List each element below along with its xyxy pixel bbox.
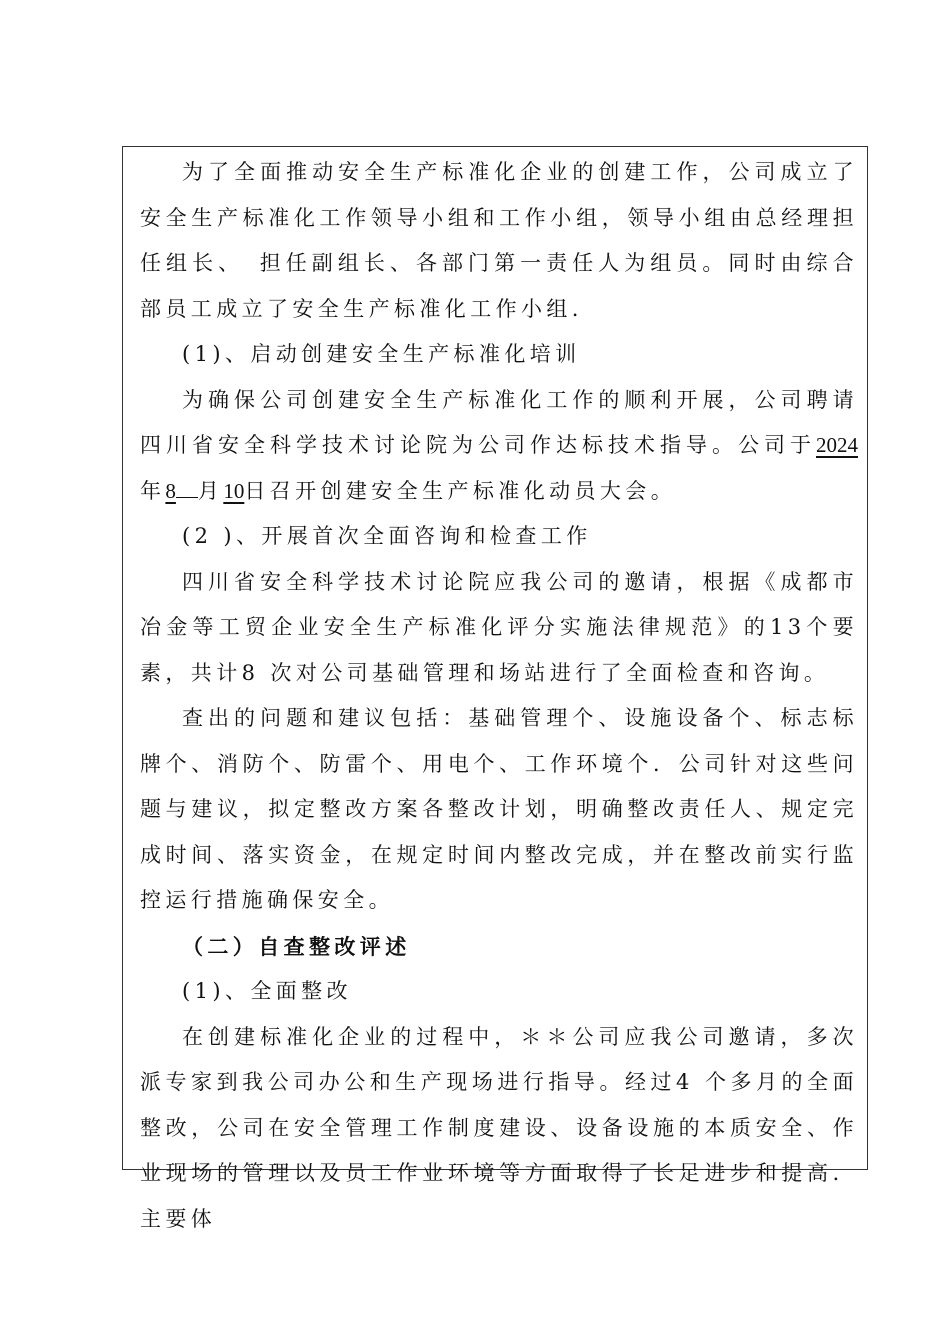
meeting-month: 8 xyxy=(165,478,176,503)
training-text: 为确保公司创建安全生产标准化工作的顺利开展，公司聘请四川省安全科学技术讨论院为公司作达标技术指导。公司于 xyxy=(140,387,858,457)
underline-blank xyxy=(176,479,198,498)
meeting-day: 10 xyxy=(223,478,245,503)
subheading-training: (1)、启动创建安全生产标准化培训 xyxy=(182,342,581,366)
meeting-tail: 日召开创建安全生产标准化动员大会。 xyxy=(244,478,677,503)
paragraph-rectification: 在创建标准化企业的过程中，＊＊公司应我公司邀请，多次派专家到我公司办公和生产现场进行指导。经过4 个多月的全面整改，公司在安全管理工作制度建设、设备设施的本质安全、作业现场的管理以及员工作业环境等方面取得了长足进步和提高．主要体 xyxy=(140,1024,858,1231)
paragraph-intro: 为了全面推动安全生产标准化企业的创建工作，公司成立了安全生产标准化工作领导小组和工作小组，领导小组由总经理担任组长、 担任副组长、各部门第一责任人为组员。同时由综合部员工成立了安全生产标准化工作小组. xyxy=(140,160,858,321)
meeting-year-suffix: 年 xyxy=(140,478,166,503)
subheading-consulting: (2 )、开展首次全面咨询和检查工作 xyxy=(182,524,592,548)
paragraph-training xyxy=(140,378,858,515)
section-heading-self-check: （二）自查整改评述 xyxy=(182,933,411,959)
meeting-year: 2024 xyxy=(816,433,858,457)
subheading-rectification: (1)、全面整改 xyxy=(182,979,352,1003)
paragraph-findings: 查出的问题和建议包括：基础管理个、设施设备个、标志标牌个、消防个、防雷个、用电个、工作环境个．公司针对这些问题与建议，拟定整改方案各整改计划，明确整改责任人、规定完成时间、落实资金，在规定时间内整改完成，并在整改前实行监控运行措施确保安全。 xyxy=(140,706,858,912)
meeting-month-suffix: 月 xyxy=(197,478,224,503)
paragraph-consulting: 四川省安全科学技术讨论院应我公司的邀请，根据《成都市冶金等工贸企业安全生产标准化评分实施法律规范》的13个要素，共计8 次对公司基础管理和场站进行了全面检查和咨询。 xyxy=(140,569,858,685)
document-body xyxy=(140,150,858,1242)
